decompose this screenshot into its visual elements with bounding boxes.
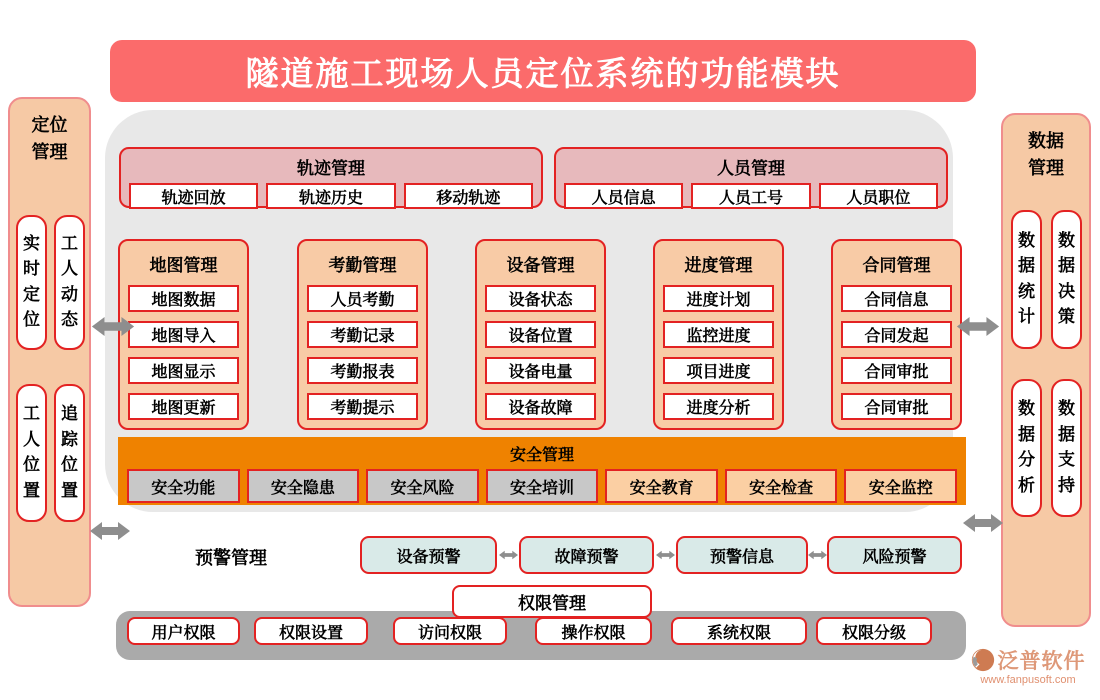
column-title: 地图管理 — [149, 256, 218, 276]
column-title: 设备管理 — [506, 256, 575, 276]
positioning-sidebar — [8, 97, 91, 607]
personnel-group — [554, 147, 948, 208]
logo-name: 泛普软件 — [997, 648, 1086, 673]
warning-label: 预警管理 — [195, 548, 267, 569]
double-arrow-icon — [499, 548, 518, 562]
safety-item-risk: 安全风险 — [366, 469, 479, 503]
logo-website: www.fanpusoft.com — [980, 674, 1076, 686]
module-column-progress — [653, 239, 784, 430]
sidebar-pill-realtime-positioning: 实时定位 — [16, 215, 47, 350]
double-arrow-icon — [808, 548, 827, 562]
module-column-map — [118, 239, 249, 430]
sidebar-pill-worker-location: 工人位置 — [16, 384, 47, 522]
safety-item-education: 安全教育 — [605, 469, 718, 503]
safety-item-training: 安全培训 — [486, 469, 599, 503]
column-item: 设备故障 — [485, 393, 596, 420]
group-item-person-info: 人员信息 — [564, 183, 683, 209]
column-item: 合同审批 — [841, 393, 952, 420]
column-item: 项目进度 — [663, 357, 774, 384]
group-item-person-position: 人员职位 — [819, 183, 938, 209]
column-item: 设备位置 — [485, 321, 596, 348]
double-arrow-icon — [956, 317, 1000, 336]
column-item: 合同审批 — [841, 357, 952, 384]
sidebar-pill-tracking-location: 追踪位置 — [54, 384, 85, 522]
column-title: 合同管理 — [862, 256, 931, 276]
column-item: 考勤提示 — [307, 393, 418, 420]
permission-item-operation: 操作权限 — [535, 617, 652, 645]
column-item: 合同发起 — [841, 321, 952, 348]
group-title: 人员管理 — [717, 159, 785, 179]
column-title: 考勤管理 — [328, 256, 397, 276]
double-arrow-icon — [89, 522, 131, 540]
permission-item-access: 访问权限 — [393, 617, 507, 645]
module-column-attendance — [297, 239, 428, 430]
permission-item-system: 系统权限 — [671, 617, 807, 645]
module-column-contract — [831, 239, 962, 430]
column-item: 地图更新 — [128, 393, 239, 420]
sidebar-pill-data-decision: 数据决策 — [1051, 210, 1082, 349]
permission-item-grading: 权限分级 — [816, 617, 932, 645]
group-item-person-id: 人员工号 — [691, 183, 810, 209]
warning-item-device: 设备预警 — [360, 536, 497, 574]
column-item: 进度计划 — [663, 285, 774, 312]
trajectory-group — [119, 147, 543, 208]
warning-item-fault: 故障预警 — [519, 536, 654, 574]
title-banner — [110, 40, 976, 102]
safety-title: 安全管理 — [509, 445, 574, 464]
data-sidebar — [1001, 113, 1091, 627]
column-item: 考勤记录 — [307, 321, 418, 348]
sidebar-pill-worker-dynamics: 工人动态 — [54, 215, 85, 350]
column-item: 地图导入 — [128, 321, 239, 348]
fanpu-logo — [960, 645, 1096, 686]
safety-item-hazard: 安全隐患 — [247, 469, 360, 503]
warning-item-info: 预警信息 — [676, 536, 808, 574]
double-arrow-icon — [656, 548, 675, 562]
double-arrow-icon — [91, 317, 135, 336]
group-item-track-history: 轨迹历史 — [266, 183, 395, 209]
safety-item-inspection: 安全检查 — [725, 469, 838, 503]
safety-item-monitoring: 安全监控 — [844, 469, 957, 503]
sidebar-title: 定位管理 — [31, 115, 68, 163]
column-item: 合同信息 — [841, 285, 952, 312]
group-item-track-playback: 轨迹回放 — [129, 183, 258, 209]
sidebar-pill-data-support: 数据支持 — [1051, 379, 1082, 517]
permission-item-setting: 权限设置 — [254, 617, 368, 645]
sidebar-pill-data-statistics: 数据统计 — [1011, 210, 1042, 349]
double-arrow-icon — [962, 514, 1004, 532]
module-column-equipment — [475, 239, 606, 430]
page-title: 隧道施工现场人员定位系统的功能模块 — [245, 53, 841, 93]
column-item: 考勤报表 — [307, 357, 418, 384]
permission-item-user: 用户权限 — [127, 617, 240, 645]
column-item: 地图显示 — [128, 357, 239, 384]
group-title: 轨迹管理 — [297, 159, 365, 179]
column-item: 进度分析 — [663, 393, 774, 420]
column-item: 设备电量 — [485, 357, 596, 384]
safety-item-function: 安全功能 — [127, 469, 240, 503]
warning-item-risk: 风险预警 — [827, 536, 962, 574]
permission-bar — [116, 611, 966, 660]
sidebar-pill-data-analysis: 数据分析 — [1011, 379, 1042, 517]
permission-title: 权限管理 — [452, 585, 652, 618]
column-item: 监控进度 — [663, 321, 774, 348]
sidebar-title: 数据管理 — [1028, 131, 1064, 179]
column-item: 地图数据 — [128, 285, 239, 312]
column-title: 进度管理 — [684, 256, 753, 276]
group-item-moving-track: 移动轨迹 — [404, 183, 533, 209]
column-item: 设备状态 — [485, 285, 596, 312]
column-item: 人员考勤 — [307, 285, 418, 312]
safety-bar — [118, 437, 966, 505]
fanpu-logo-icon — [971, 648, 995, 672]
